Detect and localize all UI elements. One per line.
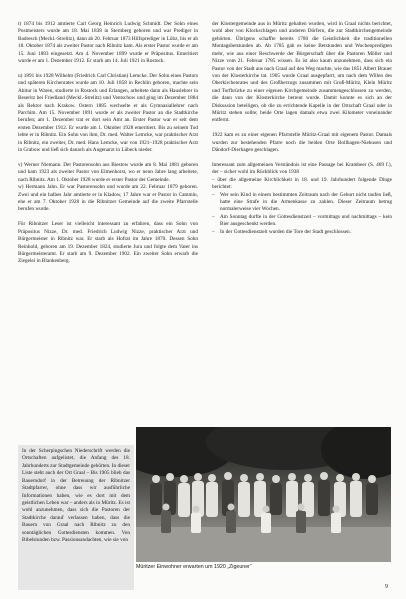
paragraph-graal: der Klostergemeinde aus in Müritz gehalten wurden, wird in Graal nichts berichtet, wohl aber von Klockschlagen und anderen Dörfern, die zur Stadtkirchengemeinde gehörten. Übrigens schaffte bereits 1780 die Geistlichkeit die traditionellen Montagsbetstunden ab. Ab 1785 gab es keine Betstunden und Wochenpredigten mehr, wie aus einer Beschwerde der Bürgerschaft über die Pastoren Möller und Nizze vom 21. Februar 1785 wissen. Es ist also kaum anzunehmen, dass sich ein Pastor von der Stadt aus nach Graal auf den Weg machte, wie das 1851 Albert Brauer von der Klosterkirche tat. 1905 wurde Graal ausgepfarrt, um nach dem Willen des Oberkirchenrates und des Großherzogs zusammen mit Groß-Müritz, Klein Müritz und Torfbrücke zu einer eigenen Kirchgemeinde zusammengeschlossen zu werden, die dann von der Klosterkirche betreut wurde. Damit konnte es sich an der Diskussion beteiligen, ob die zu errichtende Kapelle in der Ortschaft Graal oder in Müritz stehen sollte; beide Orte lagen damals etwa zwei Kilometer voneinander entfernt. <box>212 21 392 124</box>
photo-caption: Müritzer Einwohner erwarten um 1920 „Zigeuner“ <box>136 564 252 570</box>
bullet-text: In der Gottesdienstzeit wurden die Tore der Stadt geschlossen. <box>220 228 351 235</box>
sidebar-box <box>18 445 134 590</box>
bullet-item <box>212 192 392 214</box>
bullet-text: Am Sonntag durfte in der Gottesdienstzeit – vormittags und nachmittags – kein Bier ausgeschenkt werden. <box>220 213 392 228</box>
paragraph-pastor-jahn: w) Hermann Jahn. Er war Pastorensohn und wurde am 22. Februar 1879 geboren. Zwei und ein halbes Jahr amtierte er in Kladow, 17 Jahre war er Pastor in Cammin, ehe er am 7. Oktober 1928 in die Ribnitzer Gemeinde auf die zweite Pfarrstelle berufen wurde. <box>18 184 198 213</box>
bullet-dash: – <box>212 228 215 235</box>
paragraph-krambeer: Interessant zum allgemeinen Verständnis ist eine Passage bei Krambeer (S. 469 f.), der – sicher wohl im Rückblick von 1938 <box>212 161 392 176</box>
bullet-item <box>212 214 392 229</box>
paragraph-pfarrstelle-1922: 1922 kam es zu einer eigenen Pfarrstelle Müritz-Graal mit eigenem Pastor. Damals wurden zur bestehenden Pfarre noch die beiden Orte Bollhagen-Niehusen und Dändorf-Dierhagen geschlagen. <box>212 132 392 154</box>
sidebar-text: In der Scherpingschen Niederschrift werden die Ortschaften aufgelistet, die Anfang des 18. Jahrhunderts zur Stadtgemeinde gehörten. In dieser Liste steht auch der Ort Graal – Bis 1905 blieb das Bauerndorf in der Betreuung der Ribnitzer Stadtpfarrer, ohne dass wir ausführliche Informationen haben, wie es dort mit dem geistlichen Leben war – anders als in Müritz. Es ist wohl anzunehmen, dass sich die Pastoren der Stadtkirche darauf verlassen haben, dass die Bauern von Graal nach Ribnitz zu den sonntäglichen Gottesdiensten kommen. Von Bibelstunden bzw. Passionsandachten, wie sie von <box>22 448 130 544</box>
paragraph-kirchlichkeit: – über die allgemeine Kirchlichkeit in 18. und 19. Jahrhundert folgende Dinge berichtet: <box>212 176 392 191</box>
page-number: 9 <box>385 584 388 590</box>
historical-group-photo <box>136 427 391 562</box>
bullet-item <box>212 229 392 236</box>
bullet-text: Wer sein Kind in einem bestimmten Zeitraum nach der Geburt nicht taufen ließ, hatte eine Strafe in die Armenkasse zu zahlen. Dieser Zeitraum betrug normalerweise vier Wochen. <box>220 191 392 213</box>
bullet-dash: – <box>212 191 215 198</box>
left-column <box>18 21 198 266</box>
paragraph-pastor-lemcke: u) 1891 bis 1928 Wilhelm (Friedrich Carl Christian) Lemcke. Der Sohn eines Pastors und späteren Kirchenrates wurde am 10. Juli 1858 in Rechlin geboren, machte sein Abitur in Waren, studierte in Rostock und Erlangen, arbeitete dann als Hauslehrer in Beseritz bei Friedland (Meckl.-Strelitz) und Ventschow und ging im Dezember 1884 als Rektor nach Krakow. Ostern 1885 wechselte er als Gymnasiallehrer nach Parchim. Am 15. November 1891 wurde er als zweiter Pastor an die Stadtkirche berufen; am 1. Dezember trat er dort sein Amt an. Erster Pastor war er seit dem ersten Dezember 1912. Er wurde am 1. Oktober 1928 emeritiert. Bis zu seinem Tod lebte er in Ribnitz. Ein Sohn von ihm, Dr. med. Walter Lemcke, war praktischer Arzt in Ribnitz, ein zweiter, Dr. med. Hans Lemcke, war von 1921–1928 praktischer Arzt in Grabow und ließ sich danach als Augenarzt in Lübeck nieder. <box>18 72 198 154</box>
paragraph-nizze-family: Für Ribnitzer Leser ist vielleicht interessant zu erfahren, dass ein Sohn von Präpositus Nizze, Dr. med. Friedrich Ludwig Nizze, praktischer Arzt und Bürgermeister in Ribnitz war. Er starb als Hofrat im Jahre 1870. Dessen Sohn Reinhold, geboren am 19. Dezember 1824, studierte Jura und folgte dem Vater ins Bürgermeisteramt. Er starb am 9. Dezember 1902. Ein zweiter Sohn erwarb die Ziegelei in Blankenberg. <box>18 221 198 265</box>
paragraph-pastor-schmidt: t) 1874 bis 1912 amtierte Carl Georg Heinrich Ludwig Schmidt. Der Sohn eines Postmeisters wurde am 18. Mai 1838 in Sternberg geboren und war Prediger in Badresch (Meckl.-Strelitz), dann ab 20. Februar 1873 Hilfsprediger in Lübz, bis er ab 18. Oktober 1874 als zweiter Pastor nach Ribnitz kam. Als erster Pastor wurde er am 15. Juni 1883 eingesetzt. Am 4. November 1899 wurde er Präpositus. Emeritiert wurde er am 1. Dezember 1912. Er starb am 14. Juli 1921 in Rostock. <box>18 21 198 65</box>
paragraph-pastor-niemann: v) Werner Niemann. Der Pastorensohn aus Biestow wurde am 8. Mai 1881 geboren und kam 1923 als zweiter Pastor von Elmenhorst, wo er neun Jahre lang arbeitete, nach Ribnitz. Am 1. Oktober 1928 wurde er erster Pastor der Gemeinde. <box>18 161 198 183</box>
photo-illustration <box>136 427 391 562</box>
bullet-dash: – <box>212 213 215 220</box>
right-column <box>212 21 392 236</box>
